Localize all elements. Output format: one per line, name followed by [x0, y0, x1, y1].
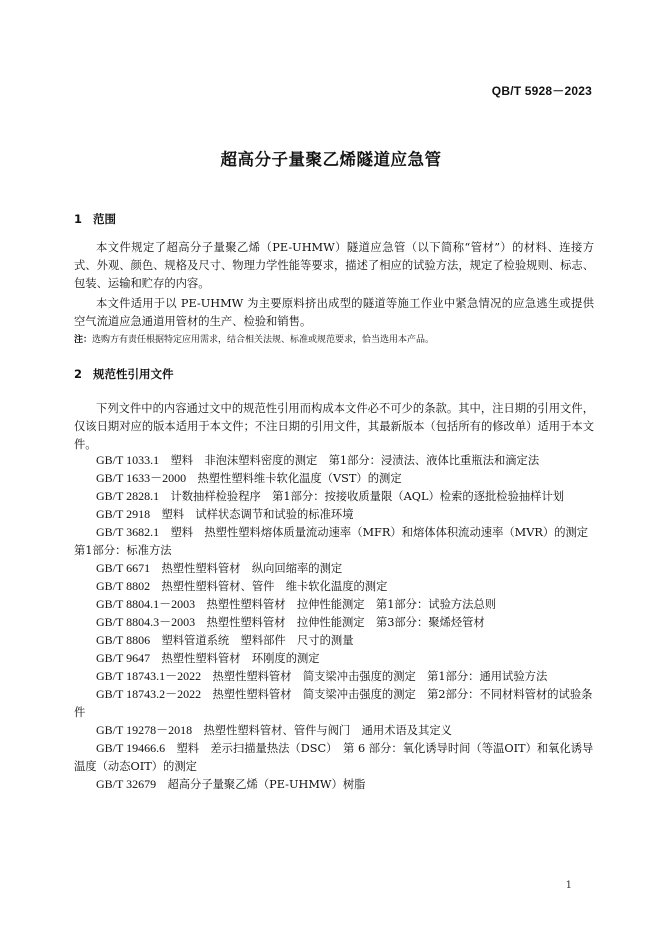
reference-item — [74, 613, 594, 632]
scope-paragraph-2: 本文件适用于以 PE-UHMW 为主要原料挤出成型的隧道等施工作业中紧急情况的应急逃生或提供空气流道应急通道用管材的生产、检验和销售。 — [74, 297, 594, 328]
reference-item — [74, 595, 594, 614]
reference-code: GB/T 8802 — [96, 579, 151, 593]
reference-title: 塑料 热塑性塑料熔体质量流动速率（MFR）和熔体体积流动速率（MVR）的测定 第1部分：标准方法 — [74, 526, 600, 557]
document-title: 超高分子量聚乙烯隧道应急管 — [220, 150, 442, 169]
reference-title: 塑料 差示扫描量热法（DSC） 第 6 部分：氧化诱导时间（等温OIT）和氧化诱导温度（动态OIT）的测定 — [74, 742, 594, 773]
reference-title: 热塑性塑料管材 环刚度的测定 — [161, 652, 320, 665]
reference-title: 超高分子量聚乙烯（PE-UHMW）树脂 — [167, 778, 366, 791]
reference-item — [74, 775, 594, 794]
reference-item — [74, 577, 594, 596]
reference-code: GB/T 19466.6 — [96, 741, 166, 755]
note-label: 注： — [74, 335, 93, 345]
note-text: 选购方有责任根据特定应用需求，结合相关法规、标准或规范要求，恰当选用本产品。 — [92, 335, 435, 345]
reference-item — [74, 685, 594, 722]
reference-title: 热塑性塑料管材 纵向回缩率的测定 — [161, 562, 343, 575]
reference-title: 塑料管道系统 塑料部件 尺寸的测量 — [161, 634, 354, 647]
standard-code: QB/T 5928－2023 — [491, 84, 592, 98]
scope-note — [74, 333, 594, 347]
reference-item — [74, 667, 594, 686]
reference-code: GB/T 8804.1－2003 — [96, 597, 196, 611]
reference-item — [74, 739, 594, 776]
reference-title: 热塑性塑料管材 简支梁冲击强度的测定 第1部分：通用试验方法 — [212, 670, 548, 683]
reference-code: GB/T 8806 — [96, 633, 151, 647]
section-1-heading — [74, 211, 116, 227]
reference-code: GB/T 3682.1 — [96, 525, 160, 539]
reference-code: GB/T 1633－2000 — [96, 471, 187, 485]
reference-item — [74, 487, 594, 506]
reference-code: GB/T 6671 — [96, 561, 151, 575]
reference-code: GB/T 2828.1 — [96, 489, 160, 503]
reference-item — [74, 559, 594, 578]
reference-code: GB/T 2918 — [96, 507, 151, 521]
reference-code: GB/T 18743.1－2022 — [96, 669, 202, 683]
reference-item — [74, 721, 594, 740]
reference-code: GB/T 18743.2－2022 — [96, 687, 202, 701]
reference-code: GB/T 8804.3－2003 — [96, 615, 196, 629]
reference-title: 热塑性塑料管材 简支梁冲击强度的测定 第2部分：不同材料管材的试验条件 — [74, 688, 593, 719]
reference-item — [74, 451, 594, 470]
section-2-title: 规范性引用文件 — [93, 367, 174, 381]
reference-item — [74, 469, 594, 488]
reference-code: GB/T 32679 — [96, 777, 157, 791]
reference-title: 热塑性塑料管材 拉伸性能测定 第3部分：聚烯烃管材 — [206, 616, 485, 629]
reference-item — [74, 631, 594, 650]
reference-item — [74, 649, 594, 668]
reference-title: 热塑性塑料管材、管件 维卡软化温度的测定 — [161, 580, 388, 593]
reference-title: 塑料 非泡沫塑料密度的测定 第1部分：浸渍法、液体比重瓶法和滴定法 — [170, 454, 540, 467]
section-1-number: 1 — [74, 212, 83, 226]
scope-paragraph-1: 本文件规定了超高分子量聚乙烯（PE-UHMW）隧道应急管（以下简称“管材”）的材料、连接方式、外观、颜色、规格及尺寸、物理力学性能等要求，描述了相应的试验方法，规定了检验规则、标志、包装、运输和贮存的内容。 — [74, 241, 594, 290]
reference-title: 热塑性塑料管材 拉伸性能测定 第1部分：试验方法总则 — [206, 598, 497, 611]
section-2-heading — [74, 366, 174, 382]
section-1-title: 范围 — [93, 212, 117, 226]
reference-code: GB/T 19278－2018 — [96, 723, 193, 737]
reference-code: GB/T 1033.1 — [96, 453, 160, 467]
reference-title: 热塑性塑料维卡软化温度（VST）的测定 — [197, 472, 402, 485]
reference-item — [74, 523, 600, 560]
reference-title: 热塑性塑料管材、管件与阀门 通用术语及其定义 — [203, 724, 452, 737]
references-intro: 下列文件中的内容通过文中的规范性引用而构成本文件必不可少的条款。其中，注日期的引用文件，仅该日期对应的版本适用于本文件；不注日期的引用文件，其最新版本（包括所有的修改单）适用于本文件。 — [74, 402, 594, 451]
section-2-number: 2 — [74, 367, 83, 381]
reference-title: 塑料 试样状态调节和试验的标准环境 — [161, 508, 354, 521]
reference-item — [74, 505, 594, 524]
page-number: 1 — [565, 880, 572, 891]
reference-code: GB/T 9647 — [96, 651, 151, 665]
reference-title: 计数抽样检验程序 第1部分：按接收质量限（AQL）检索的逐批检验抽样计划 — [170, 490, 565, 503]
